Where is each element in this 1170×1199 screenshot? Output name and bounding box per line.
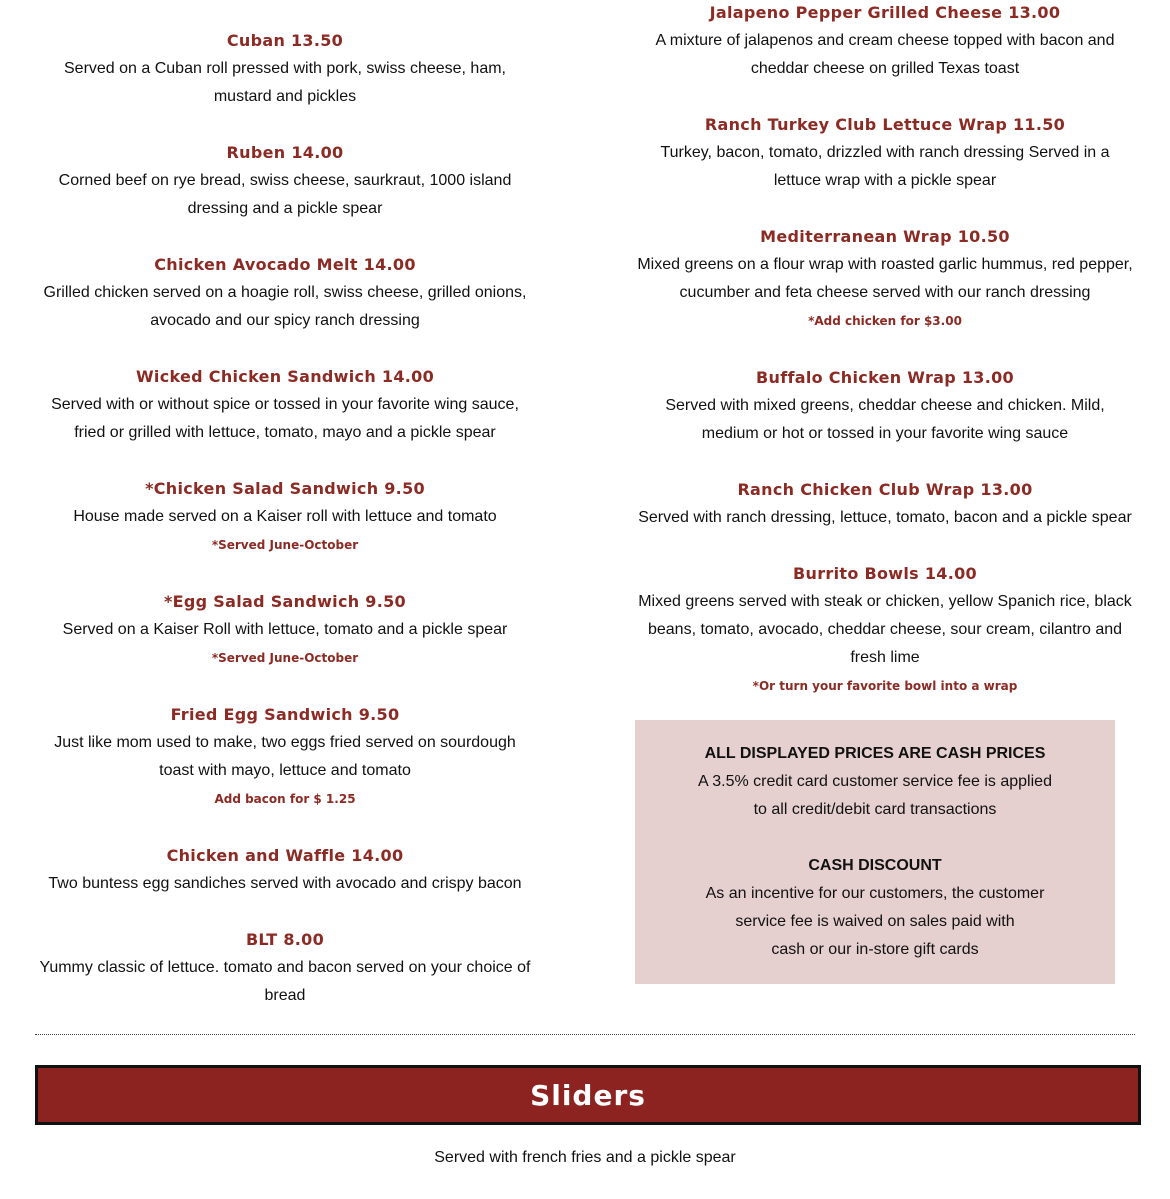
menu-item-description: A mixture of jalapenos and cream cheese topped with bacon and cheddar cheese on grilled Texas toast xyxy=(655,32,1115,77)
menu-item-name: Buffalo Chicken Wrap 13.00 xyxy=(756,368,1014,387)
menu-item xyxy=(35,588,535,673)
menu-item xyxy=(635,223,1135,336)
menu-item-name: Ranch Turkey Club Lettuce Wrap 11.50 xyxy=(704,115,1066,134)
menu-item xyxy=(35,363,535,447)
notice-heading-cash-discount: CASH DISCOUNT xyxy=(808,857,942,874)
menu-item-description: Served on a Cuban roll pressed with pork, swiss cheese, ham, mustard and pickles xyxy=(64,60,506,105)
menu-item-name: Cuban 13.50 xyxy=(226,31,344,50)
menu-item-description: Just like mom used to make, two eggs fried served on sourdough toast with mayo, lettuce and tomato xyxy=(54,734,516,779)
right-menu-column xyxy=(635,0,1135,729)
menu-item-name: BLT 8.00 xyxy=(245,930,325,949)
cash-price-notice xyxy=(635,720,1115,984)
menu-item-note: Add bacon for $ 1.25 xyxy=(214,792,356,806)
notice-spacer xyxy=(635,824,1115,852)
menu-item-description: Served with mixed greens, cheddar cheese and chicken. Mild, medium or hot or tossed in your favorite wing sauce xyxy=(665,397,1105,442)
menu-item-description: Grilled chicken served on a hoagie roll, swiss cheese, grilled onions, avocado and our spicy ranch dressing xyxy=(43,284,527,329)
notice-fee-line: A 3.5% credit card customer service fee is applied xyxy=(698,773,1052,790)
sliders-section-banner xyxy=(35,1065,1141,1125)
menu-item xyxy=(635,476,1135,532)
menu-item-description: Two buntess egg sandiches served with avocado and crispy bacon xyxy=(48,875,522,892)
menu-item-name: Mediterranean Wrap 10.50 xyxy=(760,227,1010,246)
menu-item-note: *Served June-October xyxy=(211,538,359,552)
menu-item-name: Ranch Chicken Club Wrap 13.00 xyxy=(737,480,1033,499)
menu-item-note: *Or turn your favorite bowl into a wrap xyxy=(752,679,1018,693)
menu-item xyxy=(35,842,535,898)
menu-item-name: Wicked Chicken Sandwich 14.00 xyxy=(135,367,434,386)
menu-item-description: Turkey, bacon, tomato, drizzled with ranch dressing Served in a lettuce wrap with a pickle spear xyxy=(660,144,1110,189)
menu-item-name: Jalapeno Pepper Grilled Cheese 13.00 xyxy=(709,3,1061,22)
menu-item-note: *Served June-October xyxy=(211,651,359,665)
notice-discount-line-2: service fee is waived on sales paid with xyxy=(735,913,1015,930)
menu-item-description: Yummy classic of lettuce. tomato and bacon served on your choice of bread xyxy=(39,959,531,1004)
menu-item-description: House made served on a Kaiser roll with lettuce and tomato xyxy=(73,508,497,525)
menu-item-description: Mixed greens on a flour wrap with roasted garlic hummus, red pepper, cucumber and feta cheese served with our ranch dressing xyxy=(637,256,1133,301)
notice-discount-line-3: cash or our in-store gift cards xyxy=(771,941,979,958)
menu-item-note: *Add chicken for $3.00 xyxy=(808,314,962,328)
menu-item xyxy=(635,364,1135,448)
menu-item xyxy=(635,0,1135,83)
menu-item xyxy=(635,111,1135,195)
menu-item xyxy=(35,475,535,560)
menu-item-name: *Egg Salad Sandwich 9.50 xyxy=(164,592,406,611)
notice-fee-line-2: to all credit/debit card transactions xyxy=(753,801,997,818)
menu-item-description: Corned beef on rye bread, swiss cheese, saurkraut, 1000 island dressing and a pickle spear xyxy=(58,172,512,217)
menu-item xyxy=(35,251,535,335)
sliders-section-subtitle: Served with french fries and a pickle spear xyxy=(434,1149,736,1166)
menu-item-name: Fried Egg Sandwich 9.50 xyxy=(170,705,400,724)
menu-item-name: Chicken Avocado Melt 14.00 xyxy=(154,255,416,274)
menu-item xyxy=(35,139,535,223)
notice-heading-cash-prices: ALL DISPLAYED PRICES ARE CASH PRICES xyxy=(704,745,1046,762)
menu-item xyxy=(35,27,535,111)
dotted-divider xyxy=(35,1034,1135,1035)
menu-item-name: *Chicken Salad Sandwich 9.50 xyxy=(145,479,425,498)
sliders-section-title: Sliders xyxy=(530,1078,646,1112)
menu-item-description: Mixed greens served with steak or chicken, yellow Spanich rice, black beans, tomato, avocado, cheddar cheese, sour cream, cilantro and fresh lime xyxy=(638,593,1132,666)
notice-discount-line: As an incentive for our customers, the customer xyxy=(705,885,1045,902)
menu-item-name: Ruben 14.00 xyxy=(226,143,344,162)
menu-item xyxy=(35,701,535,814)
menu-item-description: Served on a Kaiser Roll with lettuce, tomato and a pickle spear xyxy=(62,621,508,638)
menu-item-description: Served with ranch dressing, lettuce, tomato, bacon and a pickle spear xyxy=(638,509,1132,526)
menu-item-description: Served with or without spice or tossed in your favorite wing sauce, fried or grilled with lettuce, tomato, mayo and a pickle spear xyxy=(51,396,519,441)
menu-item-name: Burrito Bowls 14.00 xyxy=(793,564,977,583)
left-menu-column xyxy=(35,27,535,1038)
menu-item-name: Chicken and Waffle 14.00 xyxy=(166,846,404,865)
menu-item xyxy=(35,926,535,1010)
menu-item xyxy=(635,560,1135,701)
